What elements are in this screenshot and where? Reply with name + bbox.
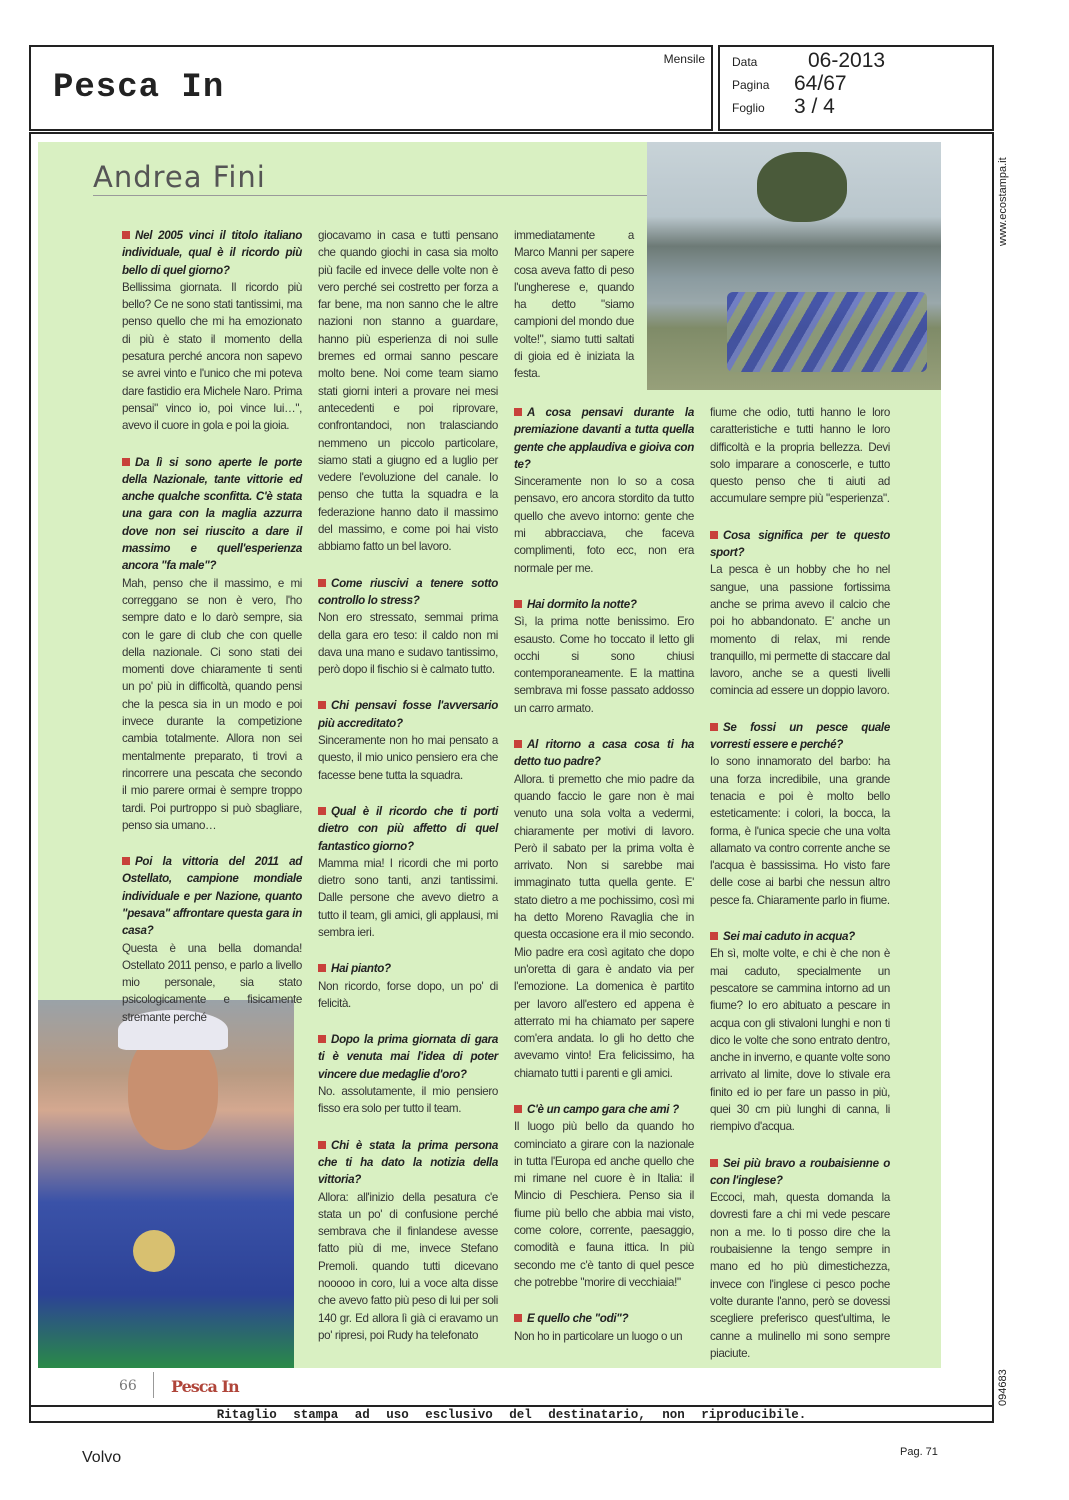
question: Nel 2005 vinci il titolo italiano individuale, qual è il ricordo più bello di quel giorno? — [122, 227, 302, 279]
column-2 — [318, 227, 498, 1363]
clipping-frame — [29, 132, 994, 1423]
qa-block — [514, 596, 694, 717]
question: Dopo la prima giornata di gara ti è venuta mai l'idea di poter vincere due medaglie d'oro? — [318, 1031, 498, 1083]
answer: Non ero stressato, semmai prima della gara ero teso: il caldo non mi dava una mano e sudavo tantissimo, però dopo il fischio si è calmato tutto. — [318, 611, 498, 677]
question: Cosa significa per te questo sport? — [710, 527, 890, 562]
question: Da lì si sono aperte le porte della Nazionale, tante vittorie ed anche qualche sconfitta. C'è stata una gara con la maglia azzurra dove non sei riuscito a dare il massimo e quell'esperienza ancora "fa male"? — [122, 454, 302, 575]
foglio-value: 3 / 4 — [794, 95, 835, 118]
answer: Allora: all'inizio della pesatura c'e stata un po' di confusione perché sembrava che il finlandese avesse fatto più di me, invece Stefano Premoli. quando tutti dicevano nooooo in coro, lui a voce alta disse che avevo fatto più peso di lui per soli 140 gr. Ed allora lì già ci eravamo un po' ripresi, poi Rudy ha telefonato — [318, 1190, 498, 1342]
question: Se fossi un pesce quale vorresti essere e perché? — [710, 719, 890, 754]
answer: Allora. ti premetto che mio padre da quando faccio le gare non è mai venuto una sola volta a vedermi, chiaramente per motivi di lavoro. Però il sabato per la prima volta è arrivato. Non si sarebbe mai immaginato tutta quella gente. E' stato dietro a me pochissimo, così mi ha detto Moreno Ravaglia che in questa occasione era il mio secondo. Mio padre era così agitato che dopo un'oretta di gara è andato via per l'emozione. La domenica è partito per lavoro all'estero ed appena è atterrato mi ha chiamato per sapere com'era andata. Io gli ho detto che avevamo vinto! Era felicissimo, ha chiamato tutti i parenti e gli amici. — [514, 772, 694, 1080]
qa-block — [318, 1031, 498, 1117]
qa-block — [122, 853, 302, 1026]
question: Qual è il ricordo che ti porti dietro con più affetto di quel fantastico giorno? — [318, 803, 498, 855]
answer: Io sono innamorato del barbo: ha una forza incredibile, una grande tenacia e poi è molto bello esteticamente: i colori, la bocca, la forma, è l'unica specie che una volta allamato va contro corrente anche se l'acqua è bassissima. Ho visto fare delle cose ai barbi che nessun altro pesce fa. Chiaramente parlo in fiume. — [710, 755, 890, 907]
question: Chi è stata la prima persona che ti ha dato la notizia della vittoria? — [318, 1137, 498, 1189]
frequency: Mensile — [663, 52, 705, 66]
qa-block — [318, 697, 498, 783]
fishing-gear-shape — [727, 292, 927, 372]
answer: Non ricordo, forse dopo, un po' di felicità. — [318, 979, 498, 1010]
answer: Mamma mia! I ricordi che mi porto dietro sono tanti, anzi tantissimi. Dalle persone che avevo dietro a tutto il team, gli amici, gli applausi, mi sembra ieri. — [318, 856, 498, 939]
medal-shape — [133, 1230, 175, 1272]
qa-block — [318, 960, 498, 1012]
question: Poi la vittoria del 2011 ad Ostellato, campione mondiale individuale e per Nazione, quanto "pesava" affrontare questa gara in casa? — [122, 853, 302, 939]
qa-block — [710, 1155, 890, 1363]
qa-block — [122, 454, 302, 835]
header-publication-box — [29, 45, 713, 131]
angler-portrait-photo — [38, 1000, 294, 1368]
qa-block — [710, 404, 890, 508]
qa-block — [318, 1137, 498, 1345]
question: C'è un campo gara che ami ? — [514, 1101, 694, 1118]
answer: Eh sì, molte volte, e chi è che non è mai caduto, specialmente un pescatore se cammina intorno ad un fiume? Io ero abituato a pescare in acqua con gli stivaloni lunghi e non ti dico le volte che sono entrato dentro, anche in inverno, e quante volte sono arrivato al limite, dove lo stivale era finito ed io per fare un passo in più, quei 30 cm più lunghi di canna, li riempivo d'acqua. — [710, 947, 890, 1134]
question: Chi pensavi fosse l'avversario più accreditato? — [318, 697, 498, 732]
header-meta-box — [718, 45, 994, 131]
disclaimer: Ritaglio stampa ad uso esclusivo del destinatario, non riproducibile. — [216, 1408, 807, 1422]
answer: Sinceramente non lo so a cosa pensavo, ero ancora stordito da tutto quello che avevo intorno: gente che mi abbracciava, che faceva complimenti, foto ecc, non era normale per me. — [514, 475, 694, 575]
page-number: 66 — [119, 1378, 137, 1394]
ecostampa-site: www.ecostampa.it — [997, 157, 1009, 246]
answer: giocavamo in casa e tutti pensano che quando giochi in casa sia molto più facile ed invece delle volte non è vero perché sei costretto per forza a far bene, ma non sanno che le altre nazioni non stanno a guardare, hanno più esperienza di noi sulle bremes ed ormai sanno pescare molto bene. Noi come team siamo stati giorni interi a provare nei mesi antecedenti e poi riprovare, confrontandoci, non tralasciando nemmeno un piccolo particolare, siamo stati a giugno ed a luglio per vedere l'evoluzione del canale. Io penso che tutta la squadra e la federazione hanno dato il massimo del massimo, e come poi hai visto abbiamo fatto un bel lavoro. — [318, 229, 498, 554]
client-name: Volvo — [82, 1449, 122, 1466]
question: Al ritorno a casa cosa ti ha detto tuo padre? — [514, 736, 694, 771]
magazine-logo: Pesca In — [171, 1377, 239, 1396]
title-underline — [93, 195, 653, 196]
answer: Eccoci, mah, questa domanda la dovresti fare a chi mi vede pescare non a me. Io ti posso dire che la roubaisienne la tengo sempre in mano ed ho più dimestichezza, invece con l'inglese ci pesco poche volte durante l'anno, però se dovessi scegliere preferisco quest'ultima, le canne a mulinello mi sono sempre piaciute. — [710, 1191, 890, 1360]
pagina-value: 64/67 — [794, 72, 847, 95]
foglio-label: Foglio — [732, 101, 765, 115]
pagina-label: Pagina — [732, 78, 770, 92]
column-4 — [710, 404, 890, 1381]
answer: No. assolutamente, il mio pensiero fisso era solo per tutto il team. — [318, 1085, 498, 1116]
qa-block — [514, 1101, 694, 1291]
qa-block — [122, 227, 302, 435]
question: A cosa pensavi durante la premiazione davanti a tutta quella gente che applaudiva e gioiva con te? — [514, 404, 694, 473]
answer-text: immediatamente a Marco Manni per sapere cosa aveva fatto di peso l'ungherese e, quando ha detto "siamo campioni del mondo due volte!", siamo tutti saltati di gioia ed è iniziata la festa. — [514, 229, 634, 381]
column-3 — [514, 404, 694, 1364]
footer-divider — [31, 1405, 992, 1407]
question: Come riuscivi a tenere sotto controllo lo stress? — [318, 575, 498, 610]
answer: Questa è una bella domanda! Ostellato 2011 penso, e parlo a livello mio personale, sia stato psicologicamente e fisicamente stremante perché — [122, 941, 302, 1024]
answer: Sinceramente non ho mai pensato a questo, il mio unico pensiero era che facesse bene tutta la squadra. — [318, 734, 498, 782]
article-title: Andrea Fini — [93, 160, 266, 194]
question: Hai pianto? — [318, 960, 498, 977]
qa-block — [514, 1310, 694, 1345]
page-separator — [153, 1372, 154, 1398]
qa-block — [318, 227, 498, 556]
qa-block — [318, 575, 498, 679]
lake-fishing-photo — [647, 142, 941, 390]
question: Sei più bravo a roubaisienne o con l'inglese? — [710, 1155, 890, 1190]
question: E quello che "odi"? — [514, 1310, 694, 1327]
answer: Il luogo più bello da quando ho cominciato a girare con la nazionale in tutta l'Europa ed anche quello che mi rimane nel cuore è in Italia: il Mincio di Peschiera. Penso sia il fiume più bello che abbia mai visto, come colore, corrente, paesaggio, comodità e fauna ittica. In più secondo me c'è tanto di quel pesce che potrebbe "morire di vecchiaia!" — [514, 1120, 694, 1289]
qa-block — [710, 928, 890, 1136]
column-1 — [122, 227, 302, 1045]
qa-block — [318, 803, 498, 941]
answer: La pesca è un hobby che ho nel sangue, una passione fortissima anche se prima avevo il calcio che poi ho abbandonato. E' anche un momento di relax, mi rende tranquillo, mi permette di staccare dal lavoro, anche se a questi livelli comincia ad essere un doppio lavoro. — [710, 563, 890, 698]
answer: Mah, penso che il massimo, e mi correggano se non è vero, l'ho sempre dato e lo darò sempre, sia con le gare di club che con quelle della nazionale. Ci sono stati dei momenti dove chiaramente ti senti un po' più in difficoltà, quando pensi che la pesca sia in un modo e poi invece durante la competizione cambia totalmente. Allora non sei mentalmente preparato, ti trovi a rincorrere una pescata che secondo il mio parere ormai è sempre troppo tardi. Poi purtroppo si può sbagliare, penso sia umano… — [122, 576, 302, 832]
qa-block — [710, 527, 890, 700]
question: Hai dormito la notte? — [514, 596, 694, 613]
answer: fiume che odio, tutti hanno le loro caratteristiche e tutti hanno le loro difficoltà e la propria bellezza. Devi solo imparare a conoscerle, e tutto questo penso che ti aiuti ad accumulare sempre più "esperienza". — [710, 406, 890, 506]
qa-block — [710, 719, 890, 909]
answer: Non ho in particolare un luogo o un — [514, 1329, 683, 1343]
question: Sei mai caduto in acqua? — [710, 928, 890, 945]
answer: Sì, la prima notte benissimo. Ero esausto. Come ho toccato il letto gli occhi si sono chiusi contemporaneamente. E la mattina sembrava mi fosse passato addosso un carro armato. — [514, 615, 694, 715]
publication-name: Pesca In — [53, 69, 225, 107]
qa-block — [514, 404, 694, 577]
data-value: 06-2013 — [808, 49, 886, 72]
page-indicator: Pag. 71 — [900, 1446, 938, 1458]
tree-shape — [757, 152, 847, 222]
answer: Bellissima giornata. Il ricordo più bello? Ce ne sono stati tantissimi, ma penso quello che mi ha emozionato di più è stato il momento della pesatura perché ancora non sapevo se avrei vinto e l'unico che mi poteva dare fastidio era Michele Naro. Prima pensai" vinco io, poi vince lui…", avevo il cuore in gola e poi la gioia. — [122, 280, 302, 433]
clipping-code: 094683 — [997, 1369, 1009, 1406]
article-panel — [38, 142, 941, 1368]
column-3-top — [514, 227, 634, 383]
qa-block — [514, 736, 694, 1082]
data-label: Data — [732, 55, 758, 69]
